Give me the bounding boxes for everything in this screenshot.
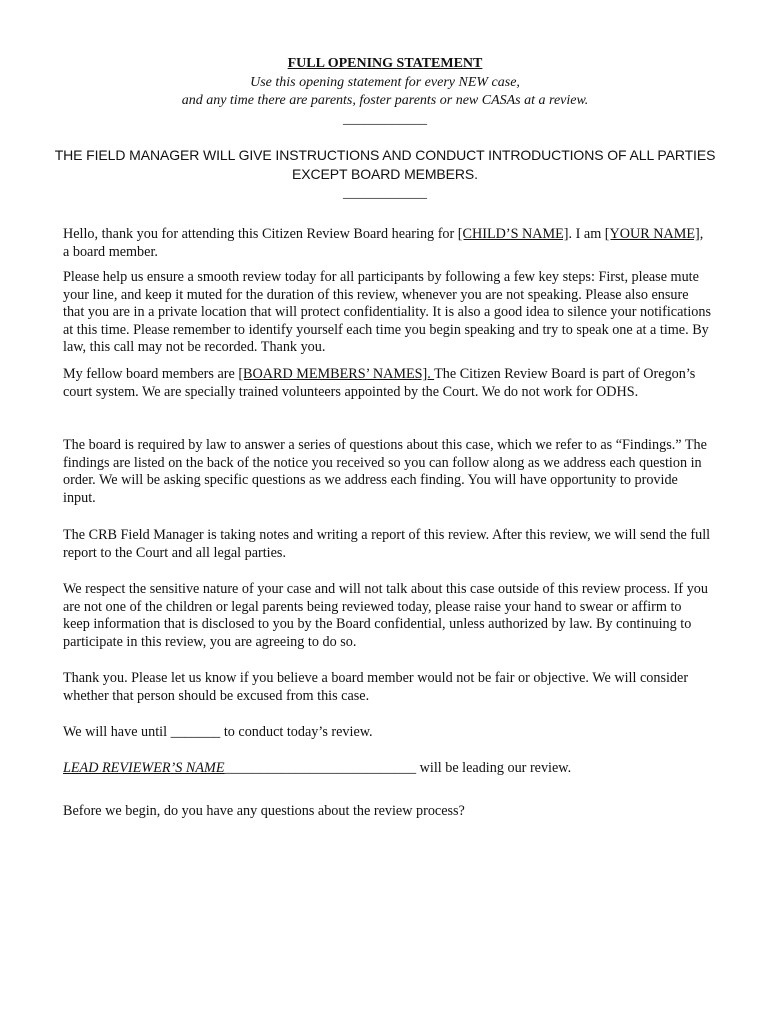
document-subtitle <box>0 74 770 110</box>
time-blank: _______ <box>170 724 221 740</box>
questions-text: Before we begin, do you have any questions about the review process? <box>63 803 465 819</box>
divider-rule-top: ____________ <box>343 112 427 127</box>
greeting-text-3: , a board member. <box>63 226 704 260</box>
paragraph-lead-reviewer <box>63 760 711 778</box>
board-members-placeholder: [BOARD MEMBERS’ NAMES]. <box>238 366 435 382</box>
greeting-text: Hello, thank you for attending this Citizen Review Board hearing for <box>63 226 458 242</box>
your-name-placeholder: [YOUR NAME] <box>604 226 700 242</box>
findings-text: The board is required by law to answer a series of questions about this case, which we refer to as “Findings.” The findings are listed on the back of the notice you received so you can follow along as we address each question in order. We will be asking specific questions as we address each finding. You will have opportunity to provide input. <box>63 437 707 506</box>
board-members-text-2: The Citizen Review Board is part of Oregon’s court system. We are specially trained volunteers appointed by the Court. We do not work for ODHS. <box>63 366 696 400</box>
lead-reviewer-blank: ___________________________ <box>224 760 417 776</box>
child-name-placeholder: [CHILD’S NAME] <box>457 226 569 242</box>
instructions-text: Please help us ensure a smooth review today for all participants by following a few key steps: First, please mute your line, and keep it muted for the duration of this review, whenever you are not speaking. Please also ensure that you are in a private location that will protect confidentiality. It is also a good idea to silence your notifications at this time. Please remember to identify yourself each time you begin speaking and try to speak one at a time. By law, this call may not be recorded. Thank you. <box>63 269 711 355</box>
paragraph-questions <box>63 803 711 821</box>
lead-reviewer-placeholder: LEAD REVIEWER’S NAME <box>63 760 225 776</box>
subtitle-line-2: and any time there are parents, foster parents or new CASAs at a review. <box>181 93 589 108</box>
objectivity-text: Thank you. Please let us know if you believe a board member would not be fair or objective. We will consider whether that person should be excused from this case. <box>63 670 689 704</box>
paragraph-greeting <box>63 226 711 261</box>
greeting-text-2: . I am <box>568 226 605 242</box>
report-text: The CRB Field Manager is taking notes and writing a report of this review. After this review, we will send the full report to the Court and all legal parties. <box>63 527 711 561</box>
paragraph-findings <box>63 437 711 507</box>
time-text: We will have until <box>63 724 171 740</box>
divider-rule-bottom: ____________ <box>343 186 427 201</box>
time-text-2: to conduct today’s review. <box>220 724 373 740</box>
paragraph-time <box>63 724 711 742</box>
confidentiality-text: We respect the sensitive nature of your case and will not talk about this case outside of this review process. If you are not one of the children or legal parents being reviewed today, please raise your hand to swear or affirm to keep information that is disclosed to you by the Board confidential, unless authorized by law. By continuing to participate in this review, you are agreeing to do so. <box>63 581 708 650</box>
document-title: FULL OPENING STATEMENT <box>287 56 483 71</box>
paragraph-report <box>63 527 711 562</box>
subtitle-line-1: Use this opening statement for every NEW case, <box>250 75 520 90</box>
paragraph-confidentiality <box>63 581 711 651</box>
paragraph-objectivity <box>63 670 711 705</box>
board-members-text: My fellow board members are <box>63 366 239 382</box>
lead-reviewer-text: will be leading our review. <box>416 760 572 776</box>
paragraph-instructions <box>63 269 711 357</box>
paragraph-board-members <box>63 366 711 401</box>
field-manager-notice: THE FIELD MANAGER WILL GIVE INSTRUCTIONS AND CONDUCT INTRODUCTIONS OF ALL PARTIES EXCEPT BOARD MEMBERS. <box>54 147 716 182</box>
